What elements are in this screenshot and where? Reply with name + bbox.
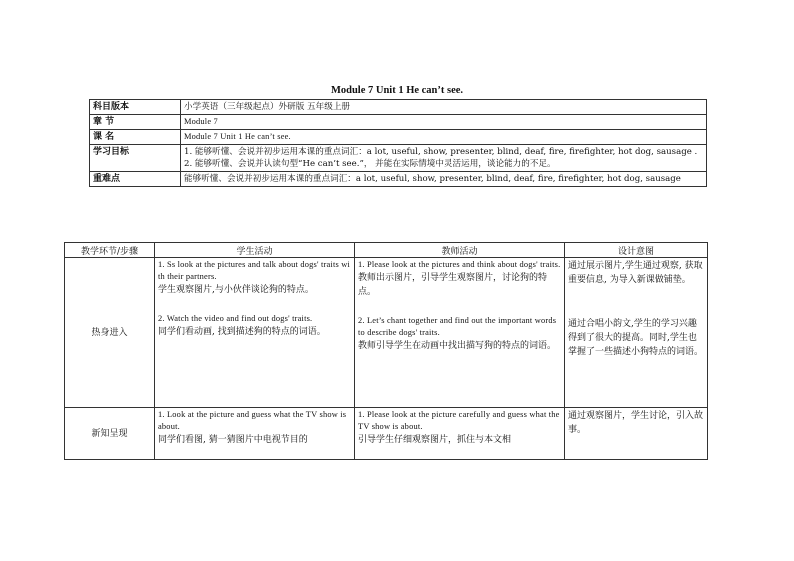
info-value-subject: 小学英语（三年级起点）外研版 五年级上册 bbox=[181, 100, 707, 115]
student-activity-cell bbox=[155, 258, 355, 408]
teacher-activity-cn: 教师出示图片，引导学生观察图片，讨论狗的特点。 bbox=[358, 273, 548, 297]
info-key-objectives: 学习目标 bbox=[90, 145, 181, 172]
info-value-chapter: Module 7 bbox=[181, 115, 707, 130]
teacher-activity-en: 1. Please look at the pictures and think about dogs' traits. bbox=[358, 260, 561, 269]
design-intent-cell bbox=[565, 258, 708, 408]
stage-cell: 热身进入 bbox=[65, 258, 155, 408]
info-value-keypoints: 能够听懂、会说并初步运用本课的重点词汇：a lot, useful, show, presenter, blind, deaf, fire, firefighter, hot dog, sausage bbox=[181, 172, 707, 187]
teaching-plan-table bbox=[64, 242, 708, 460]
teacher-activity-cn: 引导学生仔细观察图片，抓住与本文相 bbox=[358, 435, 512, 445]
design-intent-text: 通过观察图片，学生讨论，引入故事。 bbox=[568, 411, 704, 435]
teacher-activity-cn: 教师引导学生在动画中找出描写狗的特点的词语。 bbox=[358, 341, 557, 351]
plan-header-row bbox=[65, 243, 708, 258]
info-key-chapter: 章 节 bbox=[90, 115, 181, 130]
header-design: 设计意图 bbox=[565, 243, 708, 258]
info-row bbox=[90, 100, 707, 115]
page-title: Module 7 Unit 1 He can’t see. bbox=[330, 85, 464, 96]
stage-cell: 新知呈现 bbox=[65, 408, 155, 460]
objective-line: 2. 能够听懂、会说并认读句型“He can’t see.”， 并能在实际情境中灵活运用，谈论能力的不足。 bbox=[184, 159, 556, 169]
design-intent-cell bbox=[565, 408, 708, 460]
header-teacher: 教师活动 bbox=[355, 243, 565, 258]
info-row bbox=[90, 172, 707, 187]
design-intent-text: 通过展示图片,学生通过观察, 获取重要信息, 为导入新课做铺垫。 bbox=[568, 261, 703, 285]
info-row bbox=[90, 115, 707, 130]
info-row bbox=[90, 130, 707, 145]
student-activity-en: 2. Watch the video and find out dogs' traits. bbox=[158, 314, 313, 323]
student-activity-en: 1. Look at the picture and guess what the TV show is about. bbox=[158, 410, 347, 431]
student-activity-cell bbox=[155, 408, 355, 460]
info-key-subject: 科目版本 bbox=[90, 100, 181, 115]
info-value-objectives bbox=[181, 145, 707, 172]
plan-row-presentation bbox=[65, 408, 708, 460]
teacher-activity-en: 2. Let’s chant together and find out the important words to describe dogs' traits. bbox=[358, 316, 557, 337]
student-activity-cn: 同学们看图, 猜一猜图片中电视节目的 bbox=[158, 435, 308, 445]
student-activity-cn: 学生观察图片,与小伙伴谈论狗的特点。 bbox=[158, 285, 314, 295]
teacher-activity-cell bbox=[355, 408, 565, 460]
objective-line: 1. 能够听懂、会说并初步运用本课的重点词汇：a lot, useful, show, presenter, blind, deaf, fire, firefighter, hot dog, sausage . bbox=[184, 147, 698, 157]
course-info-table bbox=[89, 99, 707, 187]
design-intent-text: 通过合唱小韵文,学生的学习兴趣得到了很大的提高。同时,学生也掌握了一些描述小狗特点的词语。 bbox=[568, 319, 704, 357]
plan-row-warmup bbox=[65, 258, 708, 408]
teacher-activity-cell bbox=[355, 258, 565, 408]
header-student: 学生活动 bbox=[155, 243, 355, 258]
info-key-lesson: 课 名 bbox=[90, 130, 181, 145]
info-key-keypoints: 重难点 bbox=[90, 172, 181, 187]
info-row bbox=[90, 145, 707, 172]
info-value-lesson: Module 7 Unit 1 He can’t see. bbox=[181, 130, 707, 145]
header-stage: 教学环节/步骤 bbox=[65, 243, 155, 258]
teacher-activity-en: 1. Please look at the picture carefully and guess what the TV show is about. bbox=[358, 410, 560, 431]
student-activity-en: 1. Ss look at the pictures and talk about dogs' traits with their partners. bbox=[158, 260, 351, 281]
student-activity-cn: 同学们看动画, 找到描述狗的特点的词语。 bbox=[158, 327, 326, 337]
